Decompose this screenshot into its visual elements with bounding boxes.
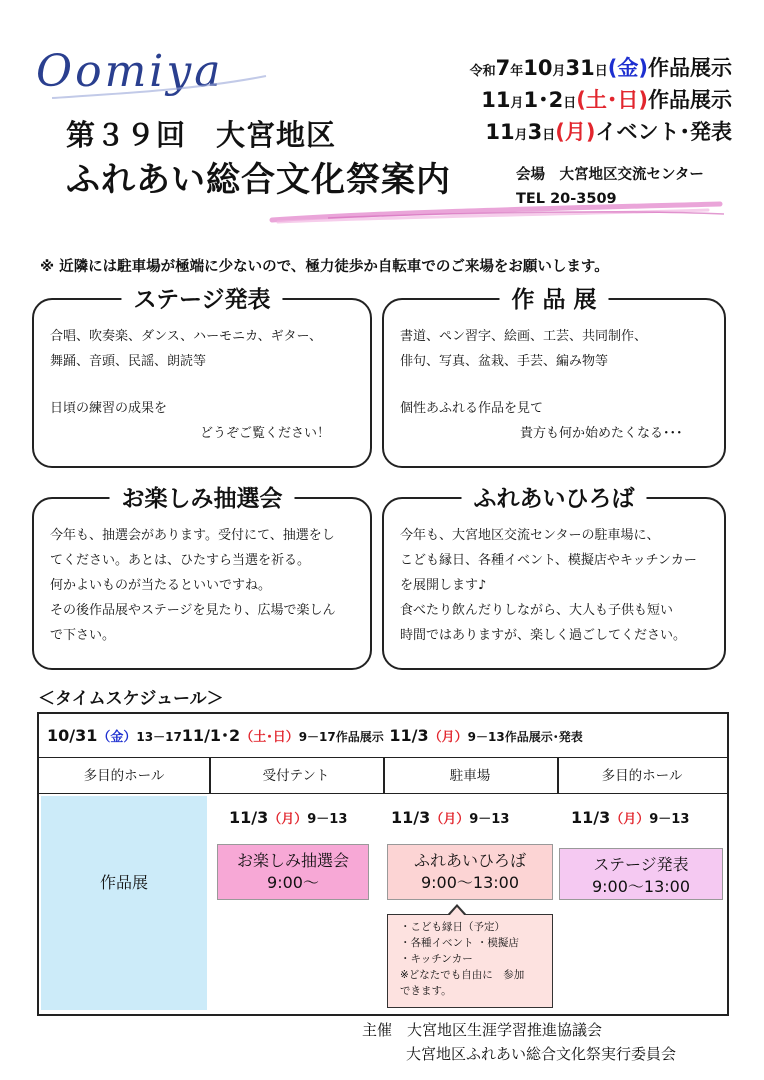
plaza-details-callout: ・こども縁日（予定） ・各種イベント ・模擬店 ・キッチンカー ※どなたでも自由に 参加 できます。 xyxy=(387,914,553,1008)
lottery-event-block: お楽しみ抽選会 9:00～ xyxy=(217,844,369,900)
host-label: 主催 xyxy=(362,1021,393,1039)
plaza-box-body: 今年も、大宮地区交流センターの駐車場に、 こども縁日、各種イベント、模擬店やキッチンカー を展開します♪ 食べたり飲んだりしながら、大人も子供も短い 時間ではありますが、楽しく過ごしてください。 xyxy=(400,528,697,643)
lottery-box-body: 今年も、抽選会があります。受付にて、抽選をし てください。あとは、ひたすら当選を祈る。 何かよいものが当たるといいですね。 その後作品展やステージを見たり、広場で楽しん で下さい。 xyxy=(50,528,336,643)
festival-title-line1: 第３９回 大宮地区 xyxy=(66,118,337,152)
venue-tel: TEL 20-3509 xyxy=(516,191,617,207)
header-parking: 駐車場 xyxy=(383,758,557,794)
lottery-box xyxy=(32,486,372,670)
oomiya-logo xyxy=(34,40,274,110)
plaza-box-title: ふれあいひろば xyxy=(462,480,647,513)
organizer-1: 大宮地区生涯学習推進協議会 xyxy=(407,1021,603,1039)
parking-notice: ※ 近隣には駐車場が極端に少ないので、極力徒歩か自転車でのご来場をお願いします。 xyxy=(40,259,609,275)
logo-text: Oomiya xyxy=(36,46,224,97)
slot-reception-time: 11/3（月）9－13 xyxy=(229,808,348,827)
date-line-2: 11月1･2日(土･日)作品展示 xyxy=(481,88,732,112)
event-dates xyxy=(470,52,732,148)
header-reception-tent: 受付テント xyxy=(209,758,383,794)
exhibition-cell: 作品展 xyxy=(41,796,207,1010)
schedule-table xyxy=(37,712,729,1016)
header-hall-1: 多目的ホール xyxy=(39,758,209,794)
stage-box xyxy=(32,287,372,468)
works-box-title: 作 品 展 xyxy=(499,281,608,314)
organizer-footer xyxy=(362,1018,676,1066)
slot-hall-time: 11/3（月）9－13 xyxy=(571,808,690,827)
schedule-label: ＜タイムスケジュール＞ xyxy=(38,689,224,709)
stage-box-body: 合唱、吹奏楽、ダンス、ハーモニカ、ギター、 舞踊、音頭、民謡、朗読等 日頃の練習の成果を どうぞご覧ください！ xyxy=(50,329,331,441)
stage-event-block: ステージ発表 9:00～13:00 xyxy=(559,848,723,900)
brush-stroke-decoration xyxy=(268,198,728,230)
header-hall-2: 多目的ホール xyxy=(557,758,727,794)
venue-place: 会場 大宮地区交流センター xyxy=(516,167,704,183)
lottery-box-title: お楽しみ抽選会 xyxy=(110,480,295,513)
plaza-event-block: ふれあいひろば 9:00～13:00 xyxy=(387,844,553,900)
date-line-3: 11月3日(月)イベント･発表 xyxy=(485,120,732,144)
slot-parking-time: 11/3（月）9－13 xyxy=(391,808,510,827)
works-box-body: 書道、ペン習字、絵画、工芸、共同制作、 俳句、写真、盆栽、手芸、編み物等 個性あふれる作品を見て 貴方も何か始めたくなる･･･ xyxy=(400,329,683,441)
festival-title-line2: ふれあい総合文化祭案内 xyxy=(66,160,451,200)
plaza-box xyxy=(382,486,726,670)
organizer-2: 大宮地区ふれあい総合文化祭実行委員会 xyxy=(406,1045,677,1063)
schedule-overview-row: 10/31（金）13－1711/1･2（土･日）9－17作品展示 11/3（月）9－13作品展示･発表 xyxy=(39,714,727,758)
date-line-1: 令和7年10月31日(金)作品展示 xyxy=(469,56,732,80)
works-box xyxy=(382,287,726,468)
stage-box-title: ステージ発表 xyxy=(121,281,282,314)
